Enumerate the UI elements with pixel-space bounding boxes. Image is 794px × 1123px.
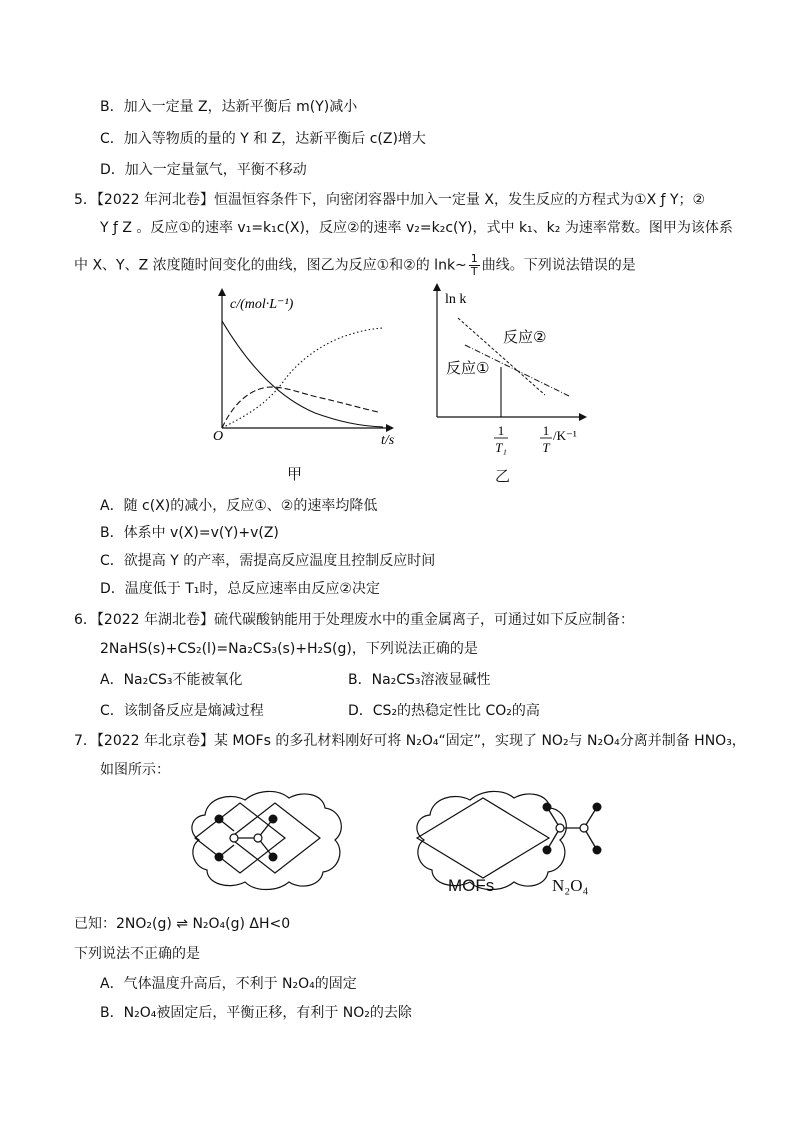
jia-curve-y — [222, 387, 378, 428]
q7-question: 下列说法不正确的是 — [74, 946, 200, 962]
q5-stem-line2: Y ƒ Z 。反应①的速率 v₁=k₁c(X)，反应②的速率 v₂=k₂c(Y)，式中 k₁、k₂ 为速率常数。图甲为该体系 — [100, 220, 733, 236]
left-o-atom-4 — [269, 853, 278, 862]
jia-x-label: t/s — [381, 433, 395, 448]
yi-x-num: 1 — [542, 423, 550, 438]
yi-x-unit: /K⁻¹ — [553, 428, 577, 443]
left-o-atom-3 — [269, 815, 278, 824]
q5-option-a: A．随 c(X)的减小，反应①、②的速率均降低 — [100, 498, 378, 514]
mofs-label: MOFs — [448, 876, 495, 895]
left-n-atom-1 — [230, 834, 238, 842]
jia-origin: O — [213, 429, 224, 444]
q4-option-d: D．加入一定量氩气，平衡不移动 — [100, 162, 307, 178]
left-n-atom-2 — [254, 834, 262, 842]
q7-stem-line1: 7．【2022 年北京卷】某 MOFs 的多孔材料刚好可将 N₂O₄“固定”，实现了 NO₂与 N₂O₄分离并制备 HNO₃， — [74, 733, 746, 749]
chart-jia — [205, 288, 405, 448]
jia-curve-z — [222, 328, 383, 428]
jia-curve-x — [222, 321, 383, 427]
yi-x-den: T — [542, 440, 550, 455]
q6-stem-line2: 2NaHS(s)+CS₂(l)=Na₂CS₃(s)+H₂S(g)，下列说法正确的是 — [100, 641, 478, 657]
q7-known: 已知：2NO₂(g) ⇌ N₂O₄(g) ΔH<0 — [74, 916, 291, 932]
yi-label-r1: 反应① — [446, 359, 490, 377]
q6-option-d: D．CS₂的热稳定性比 CO₂的高 — [348, 703, 540, 719]
q7-stem-line2: 如图所示： — [100, 762, 170, 778]
yi-y-label: ln k — [445, 292, 467, 307]
q7-option-a: A．气体温度升高后，不利于 N₂O₄的固定 — [100, 976, 357, 992]
q5-option-d: D．温度低于 T₁时，总反应速率由反应②决定 — [100, 581, 380, 597]
q4-option-b: B．加入一定量 Z，达新平衡后 m(Y)减小 — [100, 99, 358, 115]
q5-stem-line3-a: 中 X、Y、Z 浓度随时间变化的曲线，图乙为反应①和②的 lnk~ — [74, 257, 467, 274]
right-diamond — [417, 798, 549, 878]
left-o-atom-2 — [215, 853, 224, 862]
q5-fraction-denominator: T — [470, 265, 478, 278]
n2o4-n-atom-1 — [556, 824, 564, 832]
jia-y-label: c/(mol·L⁻¹) — [230, 297, 294, 312]
n2o4-o-atom-4 — [593, 846, 602, 855]
n2o4-o-atom-2 — [543, 846, 552, 855]
q5-stem-line1: 5．【2022 年河北卷】恒温恒容条件下，向密闭容器中加入一定量 X，发生反应的方程式为①X ƒ Y；② — [74, 192, 706, 208]
chart-yi — [425, 283, 600, 458]
q7-option-b: B．N₂O₄被固定后，平衡正移，有利于 NO₂的去除 — [100, 1005, 412, 1021]
q6-stem-line1: 6．【2022 年湖北卷】硫代碳酸钠能用于处理废水中的重金属离子，可通过如下反应制备： — [74, 612, 634, 628]
q6-option-a: A．Na₂CS₃不能被氧化 — [100, 672, 243, 688]
q5-option-c: C．欲提高 Y 的产率，需提高反应温度且控制反应时间 — [100, 553, 436, 569]
n2o4-n-atom-2 — [580, 824, 588, 832]
n2o4-o-atom-1 — [543, 803, 552, 812]
q4-option-c: C．加入等物质的量的 Y 和 Z，达新平衡后 c(Z)增大 — [100, 131, 426, 147]
left-cloud — [192, 791, 341, 889]
yi-t1-den: T₁ — [495, 440, 507, 455]
q6-option-c: C．该制备反应是熵减过程 — [100, 703, 264, 719]
chart-jia-caption: 甲 — [287, 465, 303, 483]
q5-stem-fraction — [469, 253, 480, 278]
left-o-atom-1 — [215, 815, 224, 824]
q5-fraction-numerator: 1 — [470, 252, 478, 265]
q5-option-b: B．体系中 v(X)=v(Y)+v(Z) — [100, 525, 279, 541]
n2o4-o-atom-3 — [593, 803, 602, 812]
q5-stem-line3-b: 曲线。下列说法错误的是 — [481, 257, 636, 274]
yi-t1-num: 1 — [497, 423, 505, 438]
yi-label-r2: 反应② — [503, 328, 547, 346]
q6-option-b: B．Na₂CS₃溶液显碱性 — [348, 672, 491, 688]
q5-stem-line3 — [74, 253, 636, 278]
n2o4-label: N₂O₄ — [552, 876, 589, 895]
chart-yi-caption: 乙 — [495, 467, 511, 485]
